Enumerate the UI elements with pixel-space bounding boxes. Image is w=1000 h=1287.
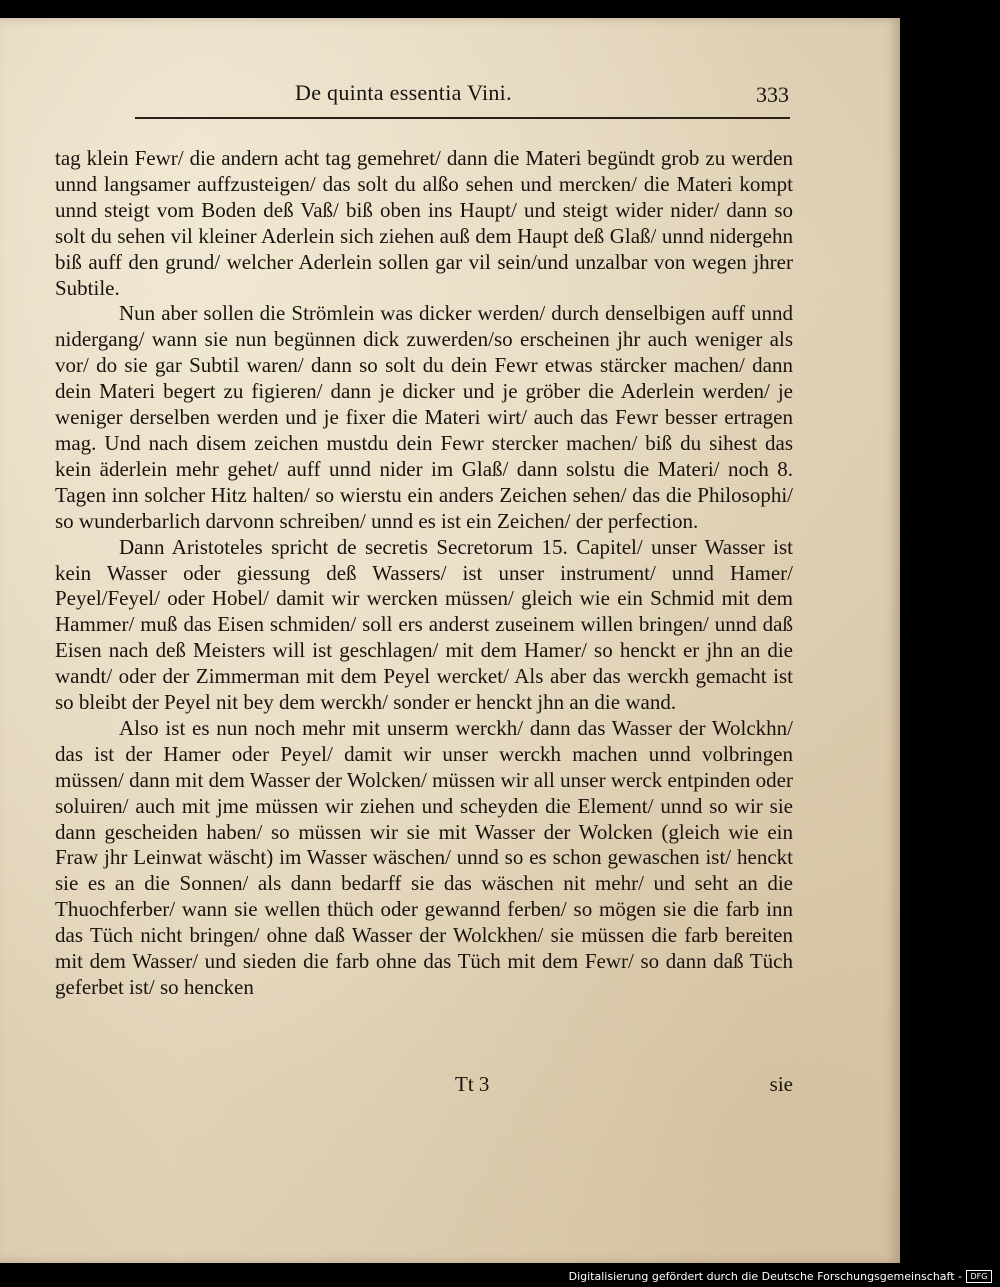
book-page — [0, 18, 900, 1263]
dfg-logo-icon: DFG — [966, 1270, 992, 1283]
running-title: De quinta essentia Vini. — [295, 80, 512, 105]
catchword: sie — [769, 1072, 793, 1096]
header-rule — [135, 117, 790, 119]
page-header — [40, 78, 800, 110]
signature-mark: Tt 3 — [455, 1072, 490, 1096]
paragraph-3: Dann Aristoteles spricht de secretis Secretorum 15. Capitel/ unser Wasser ist kein Wasser oder giessung deß Wassers/ ist unser instrument/ unnd Hamer/ Peyel/Feyel/ oder Hobel/ damit wir wercken müssen/ gleich wie ein Schmid mit dem Hammer/ muß das Eisen schmiden/ soll ers anderst zuseinem willen bringen/ unnd daß Eisen nach deß Meisters will ist geschlagen/ mit dem Hamer/ so henckt er jhn an die wandt/ oder der Zimmerman mit dem Peyel wercket/ Als aber das werckh gemacht ist so bleibt der Peyel nit bey dem werckh/ sonder er henckt jhn an die wand. — [55, 534, 793, 715]
page-footer — [55, 1072, 793, 1102]
page-number: 333 — [756, 82, 789, 107]
paragraph-4: Also ist es nun noch mehr mit unserm werckh/ dann das Wasser der Wolckhn/ das ist der Hamer oder Peyel/ damit wir unser werckh machen unnd volbringen müssen/ dann mit dem Wasser der Wolcken/ müssen wir all unser werck entpinden oder soluiren/ auch mit jme müssen wir ziehen und scheyden die Element/ unnd so wir sie dann gescheiden haben/ so müssen wir sie mit Wasser der Wolcken (gleich wie ein Fraw jhr Leinwat wäscht) im Wasser wäschen/ unnd so es schon gewaschen ist/ henckt sie es an die Sonnen/ als dann bedarff sie das wäschen nit mehr/ und seht an die Thuochferber/ wann sie wellen thüch oder gewannd ferben/ so mögen sie die farb inn das Tüch nicht bringen/ ohne daß Wasser der Wolckhen/ sie müssen die farb bereiten mit dem Wasser/ und sieden die farb ohne das Tüch mit dem Fewr/ so dann daß Tüch geferbet ist/ so hencken — [55, 715, 793, 999]
paragraph-1: tag klein Fewr/ die andern acht tag gemehret/ dann die Materi begündt grob zu werden unnd langsamer auffzusteigen/ das solt du alßo sehen und mercken/ die Materi kompt unnd steigt vom Boden deß Vaß/ biß oben ins Haupt/ und steigt wider nider/ dann so solt du sehen vil kleiner Aderlein sich ziehen auß dem Haupt deß Glaß/ unnd nidergehn biß auff den grund/ welcher Aderlein sollen gar vil sein/und unzalbar von wegen jhrer Subtile. — [55, 146, 793, 300]
funding-credit — [569, 1268, 992, 1284]
credit-text: Digitalisierung gefördert durch die Deutsche Forschungsgemeinschaft - — [568, 1269, 962, 1283]
body-text — [55, 146, 793, 1001]
paragraph-2: Nun aber sollen die Strömlein was dicker werden/ durch denselbigen auff unnd nidergang/ wann sie nun begünnen dick zuwerden/so erscheinen jhr auch weniger als vor/ do sie gar Subtil waren/ dann so solt du dein Fewr etwas stärcker machen/ dann dein Materi begert zu figieren/ dann je dicker und je gröber die Aderlein werden/ je weniger derselben werden und je fixer die Materi wirt/ auch das Fewr besser ertragen mag. Und nach disem zeichen mustdu dein Fewr stercker machen/ biß du sihest das kein äderlein mehr gehet/ auff unnd nider im Glaß/ dann solstu die Materi/ noch 8. Tagen inn solcher Hitz halten/ so wierstu ein anders Zeichen sehen/ das die Philosophi/ so wunderbarlich darvonn schreiben/ unnd es ist ein Zeichen/ der perfection. — [55, 301, 793, 533]
